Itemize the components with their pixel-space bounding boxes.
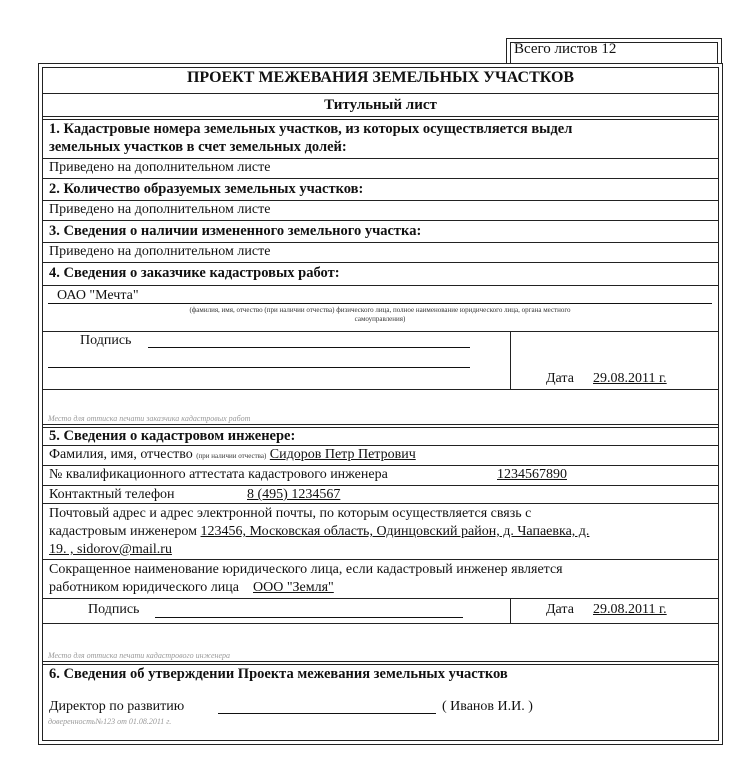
power-of-attorney: доверенность№123 от 01.08.2011 г. xyxy=(48,717,172,726)
engineer-signature-line xyxy=(155,617,463,618)
customer-date: 29.08.2011 г. xyxy=(593,371,667,386)
engineer-org-line1: Сокращенное наименование юридического лица, если кадастровый инженер является xyxy=(49,562,563,577)
engineer-signature-label: Подпись xyxy=(88,602,140,617)
section3-value: Приведено на дополнительном листе xyxy=(49,244,271,259)
engineer-phone-label: Контактный телефон xyxy=(49,487,175,502)
section4-heading: 4. Сведения о заказчике кадастровых работ: xyxy=(49,265,340,281)
engineer-address-line2: кадастровым инженером 123456, Московская область, Одинцовский район, д. Чапаевка, д. xyxy=(49,524,590,539)
section3-heading: 3. Сведения о наличии измененного земельного участка: xyxy=(49,223,422,239)
engineer-stamp-note: Место для оттиска печати кадастрового инженера xyxy=(48,651,231,660)
sheets-count-box xyxy=(506,38,722,64)
engineer-cert-value: 1234567890 xyxy=(497,467,567,482)
sheets-count: Всего листов 12 xyxy=(514,41,617,57)
section2-heading: 2. Количество образуемых земельных участков: xyxy=(49,181,364,197)
customer-hint: (фамилия, имя, отчество (при наличии отчества) физического лица, полное наименование юридического лица, органа местного самоуправления) xyxy=(189,306,571,323)
engineer-date-label: Дата xyxy=(546,602,574,617)
engineer-cert-label: № квалификационного аттестата кадастрового инженера xyxy=(49,467,388,482)
page-title: ПРОЕКТ МЕЖЕВАНИЯ ЗЕМЕЛЬНЫХ УЧАСТКОВ xyxy=(186,69,575,86)
engineer-phone-value: 8 (495) 1234567 xyxy=(247,487,341,502)
customer-signature-label: Подпись xyxy=(80,333,132,348)
engineer-address-line3: 19. , sidorov@mail.ru xyxy=(49,542,172,557)
customer-date-label: Дата xyxy=(546,371,574,386)
director-name: ( Иванов И.И. ) xyxy=(442,699,533,714)
engineer-address-line1: Почтовый адрес и адрес электронной почты, по которым осуществляется связь с xyxy=(49,506,532,521)
engineer-date: 29.08.2011 г. xyxy=(593,602,667,617)
director-label: Директор по развитию xyxy=(49,699,185,714)
section1-value: Приведено на дополнительном листе xyxy=(49,160,271,175)
customer-stamp-note: Место для оттиска печати заказчика кадастровых работ xyxy=(48,414,251,423)
section2-value: Приведено на дополнительном листе xyxy=(49,202,271,217)
director-signature-line xyxy=(218,713,436,714)
customer-name: ОАО "Мечта" xyxy=(57,288,139,303)
section5-heading: 5. Сведения о кадастровом инженере: xyxy=(49,428,296,444)
section1-heading-cont: земельных участков в счет земельных долей: xyxy=(49,139,347,155)
engineer-fio-row: Фамилия, имя, отчество (при наличии отчества) Сидоров Петр Петрович xyxy=(49,447,416,462)
section6-heading: 6. Сведения об утверждении Проекта межевания земельных участков xyxy=(49,666,508,682)
engineer-org-line2: работником юридического лица ООО "Земля" xyxy=(49,580,334,595)
page-subtitle: Титульный лист xyxy=(324,97,437,113)
section1-heading: 1. Кадастровые номера земельных участков, из которых осуществляется выдел xyxy=(49,121,573,137)
customer-signature-line xyxy=(148,347,470,348)
